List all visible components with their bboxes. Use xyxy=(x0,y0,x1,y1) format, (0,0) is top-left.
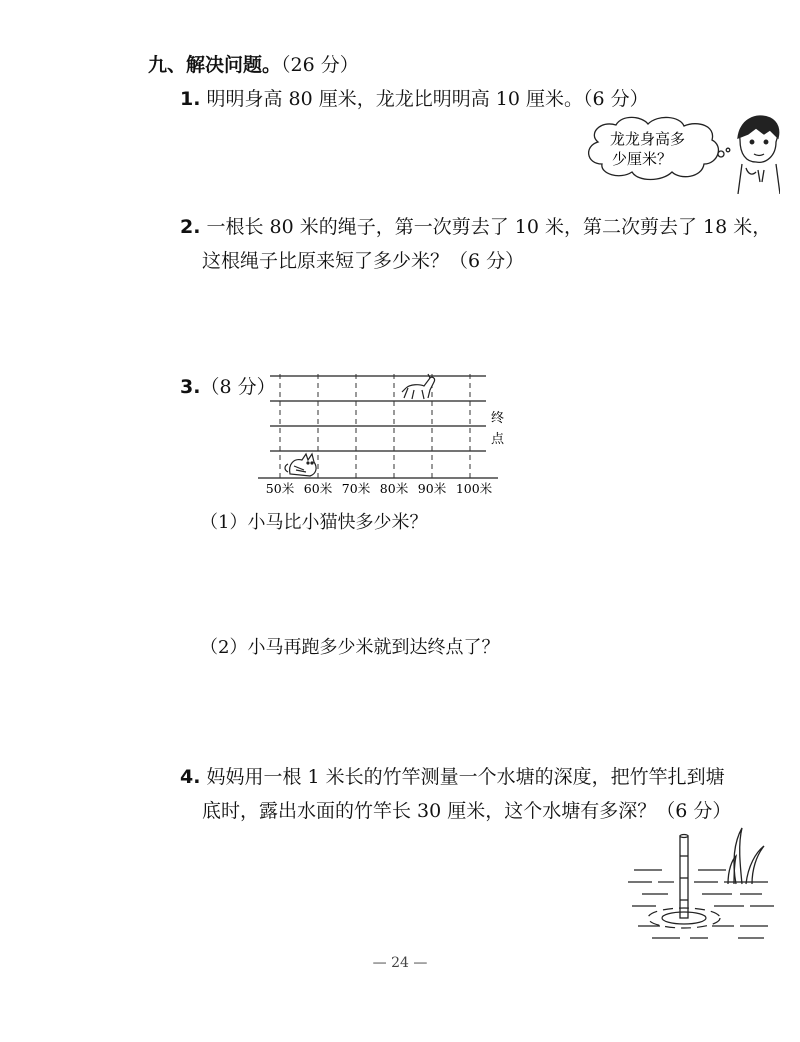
question-1-text: 明明身高 80 厘米，龙龙比明明高 10 厘米。（6 分） xyxy=(206,88,649,110)
tick-label-60: 60米 xyxy=(303,481,333,496)
boy-thinking-illustration xyxy=(580,112,780,194)
question-4-text-1: 妈妈用一根 1 米长的竹竿测量一个水塘的深度，把竹竿扎到塘 xyxy=(206,766,725,788)
tick-label-50: 50米 xyxy=(265,481,295,496)
race-track-diagram xyxy=(258,370,508,498)
question-4-line-1 xyxy=(180,760,731,794)
question-2-line-2: 这根绳子比原来短了多少米？（6 分） xyxy=(202,250,525,272)
pond-bamboo-illustration xyxy=(628,826,778,944)
horse-icon xyxy=(402,374,435,399)
tick-label-90: 90米 xyxy=(417,481,447,496)
boy-icon xyxy=(738,116,780,194)
question-2-line-1 xyxy=(180,210,771,244)
finish-label-2: 点 xyxy=(491,432,505,447)
question-3-sub-1: （1）小马比小猫快多少米？ xyxy=(200,512,428,533)
bubble-text-line-2: 少厘米？ xyxy=(612,150,673,168)
question-3-number: 3. xyxy=(180,376,201,398)
distance-tick-labels xyxy=(266,481,493,496)
question-4 xyxy=(180,760,731,828)
question-4-number: 4. xyxy=(180,766,201,788)
question-4-line-2: 底时，露出水面的竹竿长 30 厘米，这个水塘有多深？（6 分） xyxy=(202,800,732,822)
question-2-text-1: 一根长 80 米的绳子，第一次剪去了 10 米，第二次剪去了 18 米， xyxy=(206,216,772,238)
question-2 xyxy=(180,210,771,278)
tick-label-80: 80米 xyxy=(379,481,409,496)
section-score: （26 分） xyxy=(281,54,359,76)
reeds-icon xyxy=(728,828,764,884)
section-title xyxy=(148,50,359,77)
tick-label-70: 70米 xyxy=(341,481,371,496)
thought-bubble xyxy=(589,117,730,179)
section-heading: 九、解决问题。 xyxy=(148,54,282,76)
bubble-text-line-1: 龙龙身高多 xyxy=(610,130,686,148)
question-1 xyxy=(180,82,649,116)
cat-icon xyxy=(285,454,316,476)
question-1-number: 1. xyxy=(180,88,201,110)
question-3-score: （8 分） xyxy=(200,376,276,398)
tick-label-100: 100米 xyxy=(455,481,493,496)
page-number: — 24 — xyxy=(372,955,428,971)
finish-label-1: 终 xyxy=(491,411,505,426)
question-3-sub-2: （2）小马再跑多少米就到达终点了？ xyxy=(200,637,500,658)
bamboo-pole-icon xyxy=(680,835,688,919)
question-2-number: 2. xyxy=(180,216,201,238)
